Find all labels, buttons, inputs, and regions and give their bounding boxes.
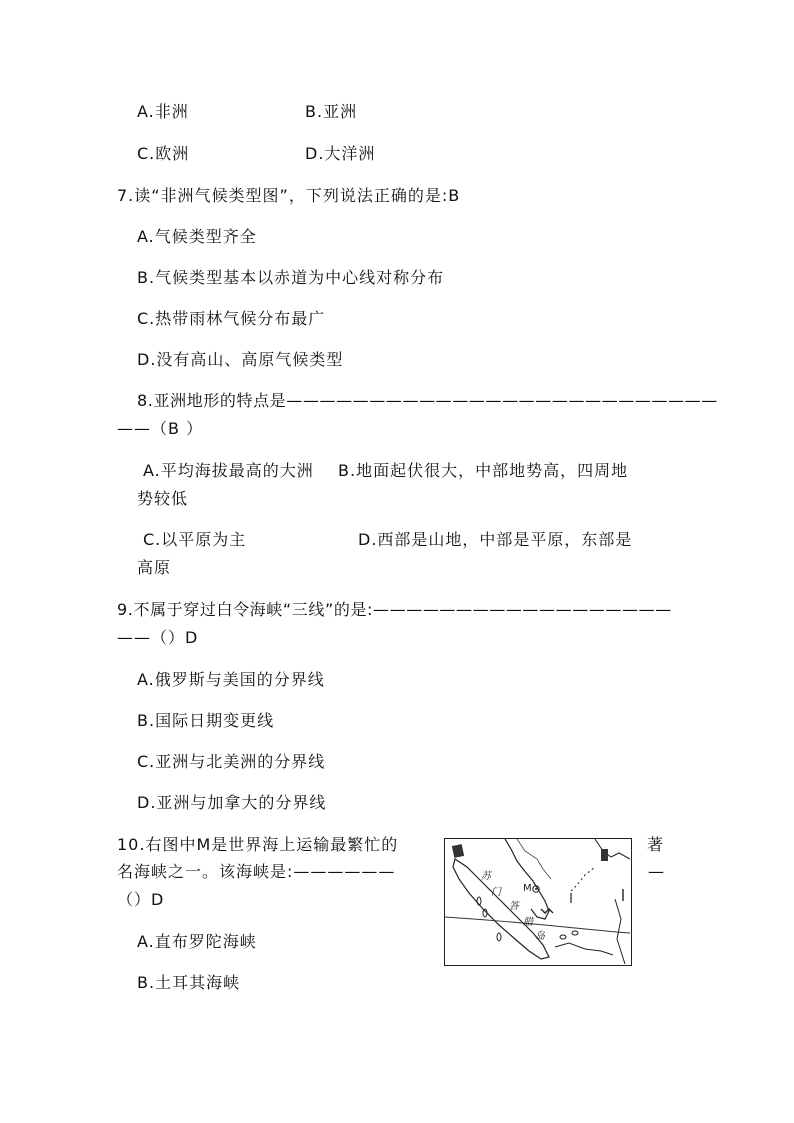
q9-stem-line1: 9.不属于穿过白令海峡“三线”的是:—————————————————— <box>117 600 672 619</box>
map-label-m: M <box>523 883 532 894</box>
q8-option-d-line2: 高原 <box>137 558 172 577</box>
strait-map <box>444 838 632 966</box>
peninsula-border <box>517 839 551 879</box>
q10-stem-part2-end: — <box>648 862 665 881</box>
q7-option-d: D.没有高山、高原气候类型 <box>137 350 344 369</box>
q10-stem-line3: （）D <box>117 890 165 909</box>
q10-option-b: B.土耳其海峡 <box>137 973 241 992</box>
q9-option-c: C.亚洲与北美洲的分界线 <box>137 752 326 771</box>
q9-option-d: D.亚洲与加拿大的分界线 <box>137 793 327 812</box>
q10-option-a: A.直布罗陀海峡 <box>137 932 257 951</box>
q8-option-b-line1: B.地面起伏很大，中部地势高，四周地 <box>338 461 629 480</box>
java-coast <box>555 943 613 955</box>
map-symbol <box>601 849 608 861</box>
q6-option-d: D.大洋洲 <box>305 144 376 163</box>
map-label-da: 答 <box>509 901 519 912</box>
q6-option-a: A.非洲 <box>137 102 189 121</box>
q8-stem-line2: ——（B ） <box>117 419 204 438</box>
island <box>497 933 501 941</box>
map-label-la: 腊 <box>523 917 533 928</box>
q10-stem-part1: 10.右图中M是世界海上运输最繁忙的 <box>117 835 399 854</box>
strait-map-drawing <box>445 839 630 964</box>
q8-option-a: A.平均海拔最高的大洲 <box>143 461 314 480</box>
q7-option-b: B.气候类型基本以赤道为中心线对称分布 <box>137 268 445 287</box>
map-label-su: 苏 <box>481 871 491 882</box>
dotted-route <box>571 867 595 891</box>
q7-stem: 7.读“非洲气候类型图”，下列说法正确的是:B <box>117 186 461 205</box>
q9-stem-line2: ——（）D <box>117 628 199 647</box>
q8-option-b-line2: 势较低 <box>137 489 189 508</box>
q6-option-c: C.欧洲 <box>137 144 190 163</box>
q7-option-a: A.气候类型齐全 <box>137 227 257 246</box>
borneo-east-coast <box>615 899 625 964</box>
q8-option-c: C.以平原为主 <box>143 530 247 549</box>
strait-point-dot <box>535 888 537 890</box>
sumatra-island <box>453 859 549 959</box>
q9-option-a: A.俄罗斯与美国的分界线 <box>137 670 325 689</box>
map-symbol <box>452 844 464 858</box>
q9-option-b: B.国际日期变更线 <box>137 711 275 730</box>
q7-option-c: C.热带雨林气候分布最广 <box>137 309 326 328</box>
borneo-coast <box>595 839 630 859</box>
q10-stem-part1-end: 著 <box>647 835 665 854</box>
q6-option-b: B.亚洲 <box>305 102 358 121</box>
island <box>560 935 566 939</box>
q8-option-d-line1: D.西部是山地，中部是平原，东部是 <box>358 530 633 549</box>
q8-stem-line1: 8.亚洲地形的特点是—————————————————————————— <box>137 391 718 410</box>
singapore-mark <box>541 909 553 913</box>
map-label-men: 门 <box>491 887 501 898</box>
map-label-dao: 岛 <box>535 931 545 942</box>
island <box>572 931 578 935</box>
q10-stem-part2: 名海峡之一。该海峡是:—————— <box>117 862 396 881</box>
